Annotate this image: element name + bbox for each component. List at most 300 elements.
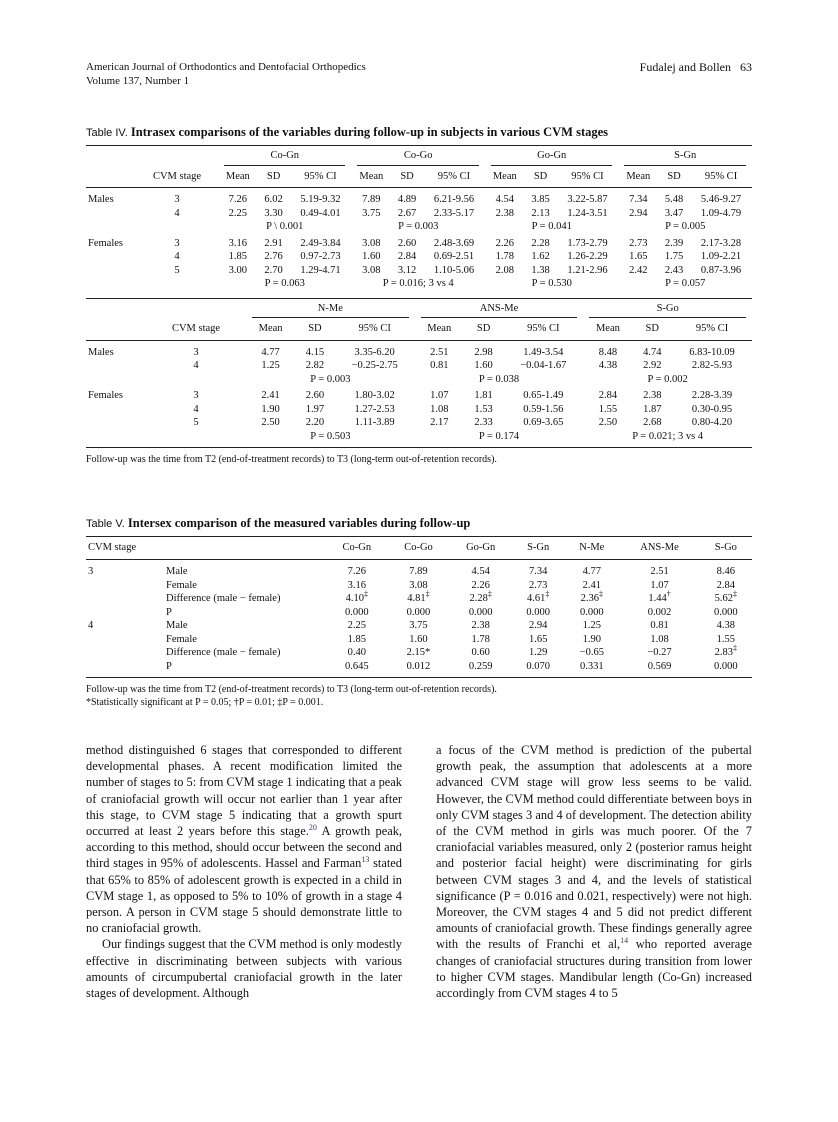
group-header: N-Me [252, 302, 409, 319]
table-iv [86, 124, 752, 466]
value-cell: 2.28-3.39 [691, 390, 733, 401]
p-value: P = 0.038 [478, 373, 520, 385]
value-cell [512, 606, 564, 620]
stage-cell: 4 [174, 251, 180, 262]
value-cell: 7.26 [228, 194, 248, 205]
value: 0.000 [580, 606, 604, 618]
column-header: Mean [485, 168, 525, 188]
reference-link[interactable]: 14 [620, 936, 629, 946]
value: 4.61 [527, 593, 546, 604]
value-cell [449, 579, 512, 593]
value-cell: 4.54 [495, 194, 514, 205]
reference-link[interactable]: 20 [308, 822, 317, 832]
p-value: P = 0.016; 3 vs 4 [382, 278, 454, 289]
value-cell: 4.15 [305, 346, 325, 358]
value: 4.81 [407, 593, 426, 604]
p-value: P = 0.057 [665, 278, 706, 289]
table-row [86, 340, 752, 359]
value-cell: 1.26-2.29 [567, 251, 608, 262]
row-group-label: Females [88, 237, 123, 249]
value: 2.51 [650, 566, 669, 577]
group-header: Co-Go [357, 149, 478, 166]
column-header: CVM stage [146, 320, 246, 340]
table-iv-label: Table IV. [86, 127, 128, 139]
value-cell: 2.13 [531, 207, 550, 219]
value-cell [619, 606, 699, 620]
stage-cell: 3 [193, 346, 199, 358]
value: 0.81 [650, 620, 669, 631]
column-header: Co-Gn [326, 537, 388, 560]
value-cell: 2.50 [261, 417, 280, 428]
value-cell [700, 606, 752, 620]
value-cell: 2.91 [264, 237, 283, 249]
value-cell [564, 606, 619, 620]
p-value-row [86, 430, 752, 448]
value-cell: 0.69-2.51 [433, 251, 475, 262]
value-cell [326, 560, 388, 579]
stage-cell: 4 [193, 403, 199, 415]
value: 1.65 [529, 633, 548, 645]
value: 4.77 [582, 566, 601, 577]
column-header: 95% CI [672, 320, 752, 340]
value: 2.73 [529, 579, 548, 591]
cell [86, 250, 136, 264]
value-cell [564, 589, 619, 606]
p-value: P = 0.503 [310, 430, 351, 442]
value-cell: 3.30 [264, 207, 283, 219]
significance-mark: † [666, 589, 671, 599]
value-cell [512, 619, 564, 633]
value-cell [512, 646, 564, 660]
value-cell: 2.60 [397, 237, 417, 249]
column-header: SD [391, 168, 423, 188]
column-header: SD [633, 320, 672, 340]
value: 2.36 [580, 593, 599, 604]
column-header: SD [464, 320, 503, 340]
value-cell: 5.48 [664, 194, 684, 205]
table-iv-title: Intrasex comparisons of the variables during follow-up in subjects in various CVM stages [130, 125, 609, 139]
value-cell [449, 646, 512, 660]
value-cell: 2.73 [629, 237, 648, 249]
journal-name: American Journal of Orthodontics and Dentofacial Orthopedics [86, 61, 366, 73]
value: 1.78 [471, 633, 490, 645]
value-cell [326, 606, 388, 620]
value-cell: 6.02 [264, 194, 283, 205]
value-cell: 4.77 [261, 346, 280, 358]
value-cell: 3.47 [664, 207, 684, 219]
p-value-row [86, 220, 752, 234]
value-cell [512, 633, 564, 647]
value-cell: 3.85 [531, 194, 550, 205]
value-cell [326, 589, 388, 606]
stage-cell: 3 [174, 194, 180, 205]
value: 1.08 [650, 633, 669, 645]
paragraph [436, 742, 752, 1001]
value: 2.38 [471, 620, 490, 631]
group-header: S-Gn [624, 149, 746, 166]
table-v-footnote-2: *Statistically significant at P = 0.05; †P = 0.01; ‡P = 0.001. [86, 697, 324, 708]
page-number: 63 [740, 60, 752, 74]
value-cell: 1.73-2.79 [567, 237, 608, 249]
value-cell: 1.55 [598, 403, 618, 415]
value-cell [700, 560, 752, 579]
cell [86, 373, 146, 387]
value: 0.000 [406, 606, 431, 618]
value-cell: 0.59-1.56 [523, 403, 564, 415]
value-cell [564, 633, 619, 647]
value-cell: 1.09-4.79 [700, 207, 742, 219]
text-run: stated that 65% to 85% of adolescent growth is expected in a child in CVM stage 1, as opposed to 5% to 10% of growth in a stage 4 person. A person in CVM stage 5 should demonstrate little to no craniofacial growth. [86, 856, 402, 936]
row-label: P [166, 660, 172, 672]
value: 2.15* [406, 647, 431, 658]
table-iv-part2-body [86, 340, 752, 448]
value: 2.28 [469, 593, 488, 604]
value-cell: 3.16 [228, 237, 248, 249]
value-cell: 1.09-2.21 [700, 251, 742, 262]
value-cell: 6.83-10.09 [689, 346, 735, 358]
value-cell: 1.21-2.96 [567, 264, 608, 276]
value-cell [388, 646, 450, 660]
cell [146, 373, 246, 387]
value-cell: −0.04-1.67 [520, 360, 567, 371]
value-cell: 1.80-3.02 [354, 390, 395, 401]
value-cell [449, 589, 512, 606]
value: 0.60 [471, 647, 490, 658]
value-cell: 2.08 [495, 264, 514, 276]
value: 1.55 [716, 633, 736, 645]
table-row [86, 592, 752, 606]
value-cell: 2.84 [397, 251, 417, 262]
value: 1.60 [409, 633, 428, 645]
value-cell: 1.78 [495, 251, 514, 262]
table-v [86, 515, 752, 709]
value-cell [449, 606, 512, 620]
value-cell: 2.33-5.17 [433, 207, 475, 219]
table-row [86, 234, 752, 251]
p-value: P = 0.005 [665, 221, 706, 232]
value-cell: 1.65 [629, 251, 648, 262]
cell [136, 277, 218, 295]
value-cell: 1.81 [474, 390, 493, 401]
value: 3.08 [409, 579, 428, 591]
value-cell: 1.10-5.06 [433, 264, 475, 276]
value-cell: 1.38 [531, 264, 550, 276]
p-value: P = 0.530 [531, 278, 572, 289]
table-row [86, 207, 752, 221]
value: 0.40 [347, 647, 367, 658]
value-cell: 1.90 [261, 403, 280, 415]
value: 0.259 [468, 660, 493, 672]
value-cell: 1.53 [474, 403, 493, 415]
column-header: S-Gn [512, 537, 564, 560]
value-cell: 1.24-3.51 [567, 207, 608, 219]
table-v-title: Intersex comparison of the measured variables during follow-up [127, 516, 471, 530]
value: 0.000 [526, 606, 550, 618]
table-row [86, 646, 752, 660]
value: 3.16 [347, 579, 367, 591]
stage-cell [86, 579, 166, 593]
p-value-row [86, 373, 752, 387]
paragraph: Our findings suggest that the CVM method is only modestly effective in discriminating between subjects with various amounts of circumpubertal craniofacial growth in the later stages of development. Although [86, 937, 402, 1001]
journal-info [86, 60, 366, 88]
p-value: P \ 0.001 [266, 221, 304, 232]
cell [86, 220, 136, 234]
value-cell: 2.68 [643, 417, 662, 428]
cell [86, 430, 146, 448]
value: 5.62 [714, 593, 734, 604]
value-cell [700, 619, 752, 633]
table-row [86, 359, 752, 373]
value-cell [388, 633, 450, 647]
value-cell: 3.35-6.20 [354, 346, 395, 358]
table-row [86, 633, 752, 647]
text-column-left [86, 742, 402, 1001]
value-cell [326, 646, 388, 660]
value-cell [512, 579, 564, 593]
value: 7.89 [409, 566, 428, 577]
p-value: P = 0.003 [310, 373, 351, 385]
value: 0.002 [647, 606, 672, 618]
column-header: SD [658, 168, 690, 188]
value-cell [326, 633, 388, 647]
column-header: 95% CI [503, 320, 583, 340]
column-header: SD [525, 168, 557, 188]
significance-mark: ‡ [545, 589, 550, 599]
stage-cell: 5 [193, 417, 199, 428]
value-cell: 0.69-3.65 [523, 417, 564, 428]
value-cell: 3.00 [228, 264, 248, 276]
value-cell: 0.65-1.49 [523, 390, 564, 401]
column-header: Mean [218, 168, 258, 188]
value-cell: 7.34 [629, 194, 648, 205]
column-header: Co-Go [388, 537, 450, 560]
column-header: S-Go [700, 537, 752, 560]
table-row [86, 606, 752, 620]
value-cell [388, 560, 450, 579]
group-header: S-Go [589, 302, 746, 319]
value-cell: 2.33 [474, 417, 493, 428]
value-cell: 4.89 [397, 194, 417, 205]
cell [86, 207, 136, 221]
value-cell: 3.08 [362, 264, 381, 276]
value-cell: 3.12 [397, 264, 417, 276]
value: 0.000 [345, 606, 369, 618]
value-cell: 2.25 [228, 207, 248, 219]
value-cell: 2.84 [598, 390, 618, 401]
p-value: P = 0.021; 3 vs 4 [632, 430, 704, 442]
value-cell: 4.38 [598, 360, 618, 371]
value-cell: 1.49-3.54 [523, 346, 564, 358]
text-run: a focus of the CVM method is prediction of the pubertal growth peak, the assumption that adolescents at a more advanced CVM stage will grow less seems to be valid. However, the CVM method could differentiate between boys in only CVM stages 3 and 4 of development. The detection ability of the CVM method in girls was much poorer. Of the 7 craniofacial variables measured, only 2 (posterior ramus height and posterior facial height) were discriminating for girls between CVM stages 3 and 4, and the levels of statistical significance (P = 0.016 and 0.021, respectively) were not high. Moreover, the CVM stages 4 and 5 did not predict different amounts of craniofacial growth. These findings generally agree with the results of Franchi et al, [436, 743, 752, 952]
table-row [86, 560, 752, 579]
value: 0.070 [526, 660, 550, 672]
row-label: P [166, 606, 172, 618]
value-cell: 2.43 [664, 264, 684, 276]
row-label: Male [166, 566, 188, 577]
value-cell: 1.27-2.53 [354, 403, 395, 415]
value-cell [512, 589, 564, 606]
value: 1.07 [650, 579, 669, 591]
stage-cell [86, 646, 166, 660]
value-cell: 1.75 [664, 251, 684, 262]
value-cell [512, 660, 564, 678]
value-cell [564, 619, 619, 633]
value-cell: 3.08 [362, 237, 381, 249]
table-row [86, 619, 752, 633]
paragraph [86, 742, 402, 936]
cell [86, 277, 136, 295]
value-cell: 1.60 [362, 251, 381, 262]
value-cell: 2.39 [664, 237, 684, 249]
value-cell: 2.17 [430, 417, 449, 428]
value: 2.84 [716, 579, 736, 591]
stage-cell: 3 [174, 237, 180, 249]
value-cell: 1.87 [643, 403, 662, 415]
value-cell: 1.85 [228, 251, 248, 262]
value: 0.331 [580, 660, 604, 672]
value-cell [388, 589, 450, 606]
value-cell [388, 579, 450, 593]
cell [86, 416, 146, 430]
authors: Fudalej and Bollen [639, 60, 731, 74]
value: 1.44 [648, 593, 667, 604]
value-cell [700, 579, 752, 593]
row-label: Difference (male − female) [166, 647, 281, 658]
value-cell: 1.60 [474, 360, 493, 371]
value: 7.34 [529, 566, 548, 577]
value-cell: 2.38 [495, 207, 514, 219]
table-row [86, 579, 752, 593]
value: 2.25 [347, 620, 367, 631]
column-header: Mean [246, 320, 295, 340]
column-header: CVM stage [86, 537, 166, 560]
value-cell: 2.76 [264, 251, 283, 262]
row-group-label: Males [88, 194, 114, 205]
value-cell [326, 579, 388, 593]
value-cell: 1.29-4.71 [300, 264, 341, 276]
value-cell [700, 660, 752, 678]
value-cell: 1.97 [305, 403, 325, 415]
column-header: N-Me [564, 537, 619, 560]
value: 2.94 [529, 620, 548, 631]
value-cell [619, 646, 699, 660]
value-cell [564, 660, 619, 678]
value-cell: 0.30-0.95 [691, 403, 733, 415]
value: 0.012 [406, 660, 431, 672]
value-cell [564, 646, 619, 660]
table-iv-part1 [86, 145, 752, 295]
column-header: ANS-Me [619, 537, 699, 560]
value: 7.26 [347, 566, 367, 577]
column-header: 95% CI [556, 168, 618, 188]
value-cell: 2.20 [305, 417, 325, 428]
value-cell: 2.28 [531, 237, 550, 249]
value-cell: 2.60 [305, 390, 325, 401]
value: 0.645 [345, 660, 369, 672]
p-value: P = 0.002 [647, 373, 688, 385]
value-cell: 0.80-4.20 [691, 417, 733, 428]
significance-mark: ‡ [487, 589, 492, 599]
value-cell: 2.41 [261, 390, 280, 401]
p-value: P = 0.041 [531, 221, 572, 232]
value-cell [700, 589, 752, 606]
table-v-body [86, 560, 752, 678]
value-cell: 2.38 [643, 390, 662, 401]
value-cell: 0.49-4.01 [300, 207, 341, 219]
value: 2.83 [714, 647, 734, 658]
column-header: CVM stage [136, 168, 218, 188]
value: 0.000 [714, 606, 738, 618]
value-cell: 1.11-3.89 [354, 417, 395, 428]
column-header: Go-Gn [449, 537, 512, 560]
value: 3.75 [409, 620, 428, 631]
value-cell [388, 606, 450, 620]
column-header: Mean [351, 168, 391, 188]
column-header: Mean [618, 168, 658, 188]
value-cell: 0.87-3.96 [700, 264, 742, 276]
value-cell: 0.97-2.73 [300, 251, 341, 262]
value-cell: 1.07 [430, 390, 449, 401]
table-v-footnotes [86, 683, 752, 709]
value: −0.27 [647, 647, 672, 658]
journal-volume: Volume 137, Number 1 [86, 75, 190, 87]
reference-link[interactable]: 13 [361, 855, 370, 865]
value-cell [564, 579, 619, 593]
table-iv-part1-body [86, 188, 752, 295]
table-row [86, 416, 752, 430]
value: 0.000 [468, 606, 493, 618]
value-cell [326, 619, 388, 633]
group-header: Co-Gn [224, 149, 345, 166]
cell [86, 264, 136, 278]
value-cell: 4.74 [643, 346, 662, 358]
cell [136, 220, 218, 234]
text-run: method distinguished 6 stages that corresponded to different developmental phases. A recent modification limited the number of stages to 5: from CVM stage 1 indicating that a peak of craniofacial growth will occur not earlier than 1 year after this stage, to CVM stage 5 indicating that a growth spurt occurred at least 2 years before this stage. [86, 743, 402, 839]
value-cell [700, 643, 752, 660]
value: 1.85 [347, 633, 367, 645]
cell [146, 430, 246, 448]
significance-mark: ‡ [599, 589, 603, 599]
value: 4.54 [471, 566, 490, 577]
table-v-grid [86, 536, 752, 678]
value-cell: 5.19-9.32 [300, 194, 341, 205]
value: 1.90 [582, 633, 601, 645]
column-header: 95% CI [335, 320, 415, 340]
significance-mark: ‡ [733, 643, 738, 653]
value-cell: 8.48 [598, 346, 618, 358]
row-label: Female [166, 633, 197, 645]
value-cell [700, 633, 752, 647]
value-cell: 1.25 [261, 360, 280, 371]
value-cell [619, 560, 699, 579]
table-row [86, 660, 752, 678]
column-header: 95% CI [289, 168, 351, 188]
significance-mark: ‡ [733, 589, 738, 599]
value-cell [449, 633, 512, 647]
group-header: Go-Gn [491, 149, 612, 166]
cell [86, 403, 146, 417]
row-group-label: Males [88, 346, 114, 358]
table-v-caption [86, 515, 752, 532]
value: 4.38 [716, 620, 736, 631]
value-cell [449, 619, 512, 633]
value-cell: 0.81 [430, 360, 449, 371]
p-value: P = 0.063 [264, 278, 305, 289]
column-header: SD [258, 168, 290, 188]
row-label: Female [166, 579, 197, 591]
column-header: 95% CI [423, 168, 485, 188]
value-cell: 2.48-3.69 [433, 237, 475, 249]
